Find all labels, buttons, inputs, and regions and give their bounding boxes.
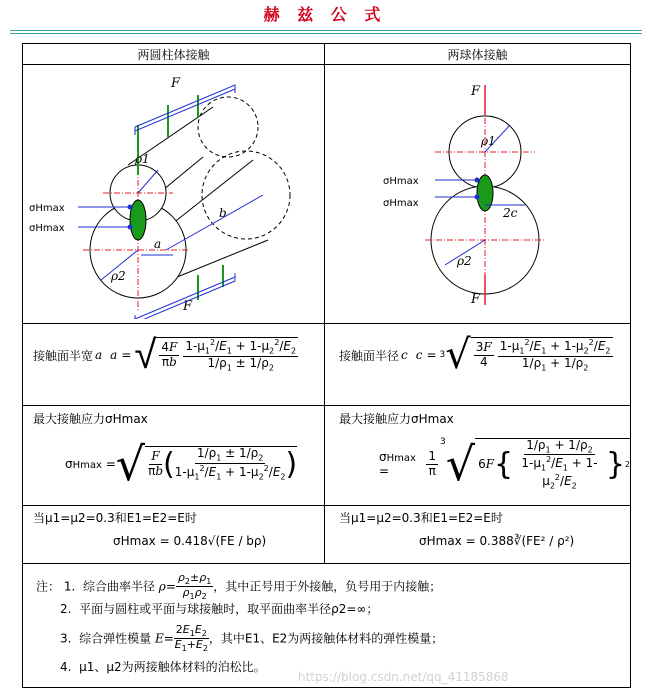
sphere-contact-diagram [325, 65, 629, 319]
header-spheres: 两球体接触 [325, 44, 631, 65]
sph-rho1: ρ1 [481, 134, 496, 148]
header-cylinders: 两圆柱体接触 [23, 44, 325, 65]
sph-sigma-1: σHmax [383, 176, 419, 187]
stress-cylinder-label: 最大接触应力σHmax [33, 412, 148, 426]
half-width-label: 接触面半宽 [33, 348, 94, 363]
contact-band [130, 200, 146, 240]
formula-cylinder: σHmax = 0.418√(FE / bρ) [113, 534, 267, 548]
cylinder-diagram-cell [23, 65, 325, 324]
formula-sphere: σHmax = 0.388∛(FE² / ρ²) [419, 534, 575, 548]
simplified-cylinder-cell [23, 506, 325, 564]
sph-rho2: ρ2 [457, 254, 472, 268]
stress-cylinder-cell: 最大接触应力σHmax σHmax = √ $\frac{F}{\pi b}$ ( $\frac{1/\rho_1 \pm 1/\rho_2}{1-\mu_1^2/E_1 + 1-\mu_2^2/E_2}$ ) [23, 406, 325, 506]
cyl-rho2: ρ2 [111, 269, 126, 283]
note-2: 2. 平面与圆柱或平面与球接触时，取平面曲率半径ρ2=∞； [60, 602, 379, 616]
cylinder-contact-diagram [23, 65, 323, 319]
cond-sphere: 当μ1=μ2=0.3和E1=E2=E时 [339, 511, 503, 525]
sph-force-top: F [471, 84, 481, 99]
note-4: 4. μ1、μ2为两接触体材料的泊松比。 [60, 660, 266, 674]
title-rule-top [10, 30, 642, 31]
sph-2c: 2c [503, 206, 518, 220]
back-top-cylinder [198, 97, 258, 157]
sph-sigma-2: σHmax [383, 198, 419, 209]
cyl-sigma-2: σHmax [29, 223, 65, 234]
sphere-diagram-cell [325, 65, 631, 324]
cyl-sigma-1: σHmax [29, 203, 65, 214]
sph-force-bottom: F [471, 292, 481, 307]
simplified-sphere-cell [325, 506, 631, 564]
radius-cell: 接触面半径 c c = 3 √ $\frac{3F}{4}$ $\frac{1-\mu_1^2/E_1 + 1-\mu_2^2/E_2}{1/\rho_1 + 1/\rho_2}$ [325, 324, 631, 406]
cyl-rho1: ρ1 [135, 152, 150, 166]
cond-cylinder: 当μ1=μ2=0.3和E1=E2=E时 [33, 511, 197, 525]
cyl-force-bottom: F [183, 299, 193, 314]
title-rule-bottom [10, 33, 642, 34]
cyl-force-top: F [171, 76, 181, 91]
cyl-b: b [219, 206, 227, 220]
note-3: 3. 综合弹性模量 E= $\frac{2E_1E_2}{E_1+E_2}$ ，其中E1、E2为两接触体材料的弹性模量； [60, 623, 444, 654]
page-title: 赫 兹 公 式 [263, 5, 387, 24]
radius-label: 接触面半径 [339, 348, 400, 363]
stress-sphere-label: 最大接触应力σHmax [339, 412, 454, 426]
stress-sphere-cell: 最大接触应力σHmax σHmax = $\frac{1}{\pi}$ 3 √ 6 F { $\frac{1/\rho_1 + 1/\rho_2}{1-\mu_1^2/E_1 + 1-\mu_2^2/E_2}$ } 2 [325, 406, 631, 506]
watermark: https://blog.csdn.net/qq_41185868 [298, 670, 509, 684]
half-width-cell: 接触面半宽 a a = √ $\frac{4F}{\pi b}$ $\frac{1-\mu_1^2/E_1 + 1-\mu_2^2/E_2}{1/\rho_1 \pm 1/\rho_2}$ [23, 324, 325, 406]
back-bottom-cylinder [202, 151, 290, 239]
cyl-a: a [154, 237, 162, 251]
note-1: 注： 1. 综合曲率半径 ρ= $\frac{\rho_2\pm\rho_1}{\rho_1\rho_2}$ ，其中正号用于外接触，负号用于内接触； [36, 571, 442, 602]
